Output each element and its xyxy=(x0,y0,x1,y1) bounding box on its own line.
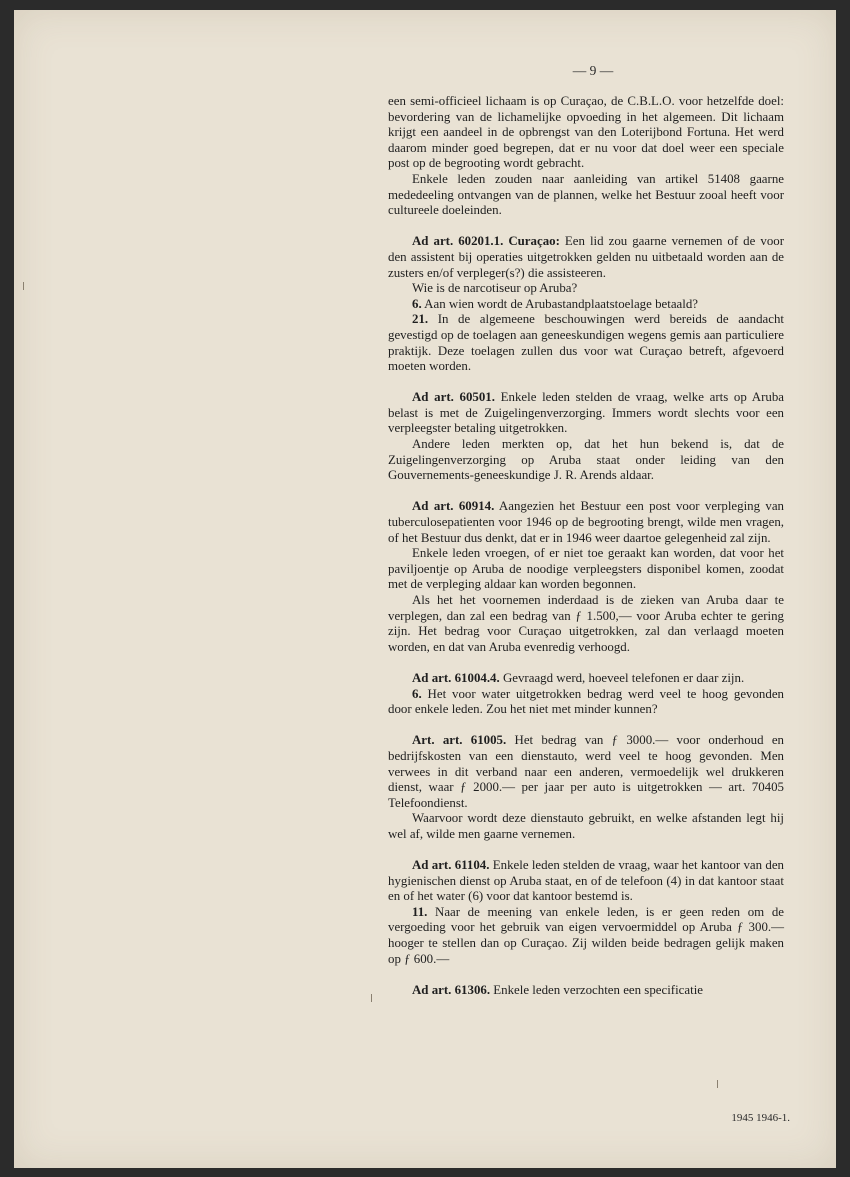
margin-mark xyxy=(23,282,24,290)
paragraph: Andere leden merkten op, dat het hun bekend is, dat de Zuigelingenverzorging op Aruba staat onder leiding van den Gouvernements-geneeskundige J. R. Arends aldaar. xyxy=(388,437,784,483)
article-paragraph: Ad art. 61004.4. Gevraagd werd, hoeveel telefonen er daar zijn. xyxy=(412,670,745,685)
article-paragraph: Ad art. 61104. Enkele leden stelden de vraag, waar het kantoor van den hygienischen dienst op Aruba staat, en of de telefoon (4) in dat kantoor staat en of het water (6) voor dat kantoor bestemd is. xyxy=(388,858,785,904)
numbered-item: 11. Naar de meening van enkele leden, is er geen reden om de vergoeding voor het gebruik van eigen vervoermiddel op Aruba ƒ 300.— hooger te stellen dan op Curaçao. Zij wilden beide bedragen gelijk maken op ƒ 600.— xyxy=(388,904,784,966)
paragraph: een semi-officieel lichaam is op Curaçao, de C.B.L.O. voor hetzelfde doel: bevordering van de lichamelijke opvoeding in het algemeen. Dit lichaam krijgt een aandeel in de opbrengst van den Loterijbond Fortuna. Het werd daarom minder goed begrepen, dat er nu voor dat doel weer een speciale post op de begrooting wordt gebracht. xyxy=(388,94,784,171)
paragraph: Enkele leden vroegen, of er niet toe geraakt kan worden, dat voor het paviljoentje op Aruba de noodige verpleegsters disponibel komen, zoodat met de verpleging aldaar kan worden begonnen. xyxy=(388,546,784,592)
paragraph: Wie is de narcotiseur op Aruba? xyxy=(412,281,578,296)
article-paragraph: Ad art. 60201.1. Curaçao: Een lid zou gaarne vernemen of de voor den assistent bij operaties uitgetrokken gelden nu uitbetaald worden aan de zusters en/of verpleger(s?) die assisteeren. xyxy=(388,234,784,280)
page-number: — 9 — xyxy=(572,63,614,78)
article-paragraph: Art. art. 61005. Het bedrag van ƒ 3000.— voor onderhoud en bedrijfskosten van een dienstauto, werd veel te hoog gevonden. Men verwees in dit verband naar een anderen, vermoedelijk wel drukkeren dienst, waar ƒ 2000.— per jaar per auto is uitgetrokken — art. 70405 Telefoondienst. xyxy=(388,733,785,810)
numbered-item: 6. Aan wien wordt de Arubastandplaatstoelage betaald? xyxy=(412,296,699,311)
margin-mark xyxy=(717,1080,718,1088)
numbered-item: 21. In de algemeene beschouwingen werd bereids de aandacht gevestigd op de toelagen aan geneeskundigen wegens gemis aan particuliere praktijk. Deze toelagen zullen dus voor wat Curaçao betreft, afgevoerd moeten worden. xyxy=(388,312,784,374)
document-body xyxy=(388,94,784,998)
article-paragraph: Ad art. 60914. Aangezien het Bestuur een post voor verpleging van tuberculosepatienten voor 1946 op de begrooting brengt, wilde men vragen, of het Bestuur dus denkt, dat er in 1946 weer daartoe gelegenheid zal zijn. xyxy=(388,499,784,545)
paragraph: Enkele leden zouden naar aanleiding van artikel 51408 gaarne mededeeling ontvangen van de plannen, welke het Bestuur zooal heeft voor cultureele doeleinden. xyxy=(388,171,784,218)
paragraph: Als het het voornemen inderdaad is de zieken van Aruba daar te verplegen, dan zal een bedrag van ƒ 1.500,— voor Aruba echter te gering zijn. Het bedrag voor Curaçao uitgetrokken, zal dan verlaagd moeten worden, en dat van Aruba evenredig verhoogd. xyxy=(388,593,784,654)
paragraph: Waarvoor wordt deze dienstauto gebruikt, en welke afstanden legt hij wel af, wilde men gaarne vernemen. xyxy=(388,811,784,841)
numbered-item: 6. Het voor water uitgetrokken bedrag werd veel te hoog gevonden door enkele leden. Zou het niet met minder kunnen? xyxy=(388,686,784,717)
footer-reference: 1945 1946-1. xyxy=(731,1112,790,1124)
margin-mark xyxy=(371,994,372,1002)
article-paragraph: Ad art. 60501. Enkele leden stelden de vraag, welke arts op Aruba belast is met de Zuigelingenverzorging. Immers wordt slechts voor een verpleegster betaling uitgetrokken. xyxy=(388,390,784,436)
article-paragraph: Ad art. 61306. Enkele leden verzochten een specificatie xyxy=(412,982,703,997)
